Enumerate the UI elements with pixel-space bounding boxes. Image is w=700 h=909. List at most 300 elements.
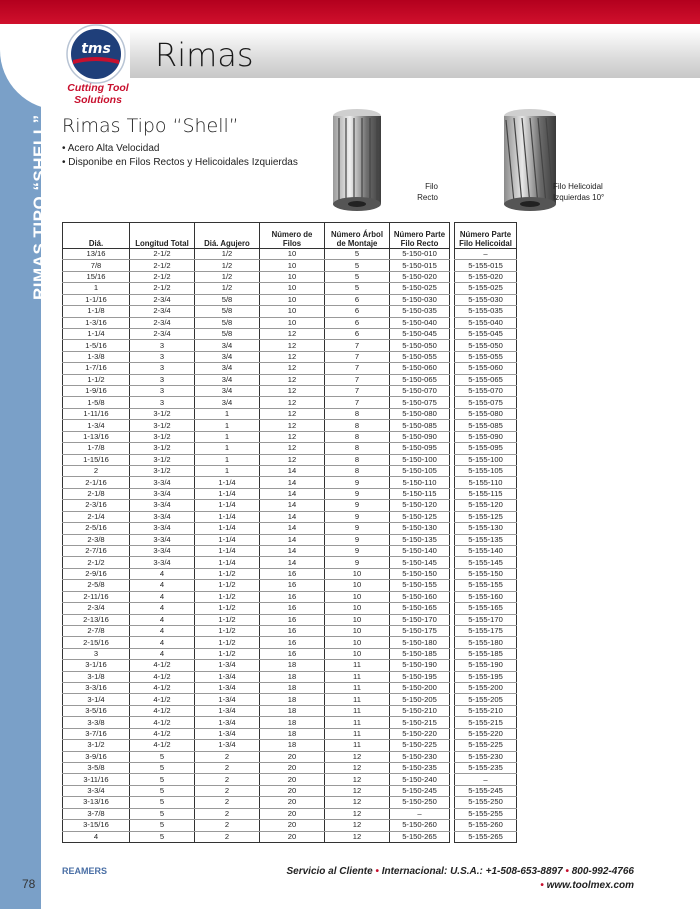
table-cell: 1 [63,283,130,294]
table-cell: 16 [260,568,325,579]
table-cell: 2 [195,751,260,762]
table-cell: 20 [260,774,325,785]
table-cell: 20 [260,831,325,842]
table-cell: 2-3/16 [63,500,130,511]
table-cell: 3/4 [195,340,260,351]
table-cell: 3 [130,386,195,397]
table-cell: 5-150-040 [390,317,450,328]
helical-flute-reamer-image [500,108,560,212]
table-cell: 11 [325,740,390,751]
table-cell: 14 [260,477,325,488]
logo-caption: Cutting Tool Solutions [67,82,129,106]
table-cell: 6 [325,328,390,339]
table-cell: 3-1/2 [130,443,195,454]
table-cell: 3-15/16 [63,820,130,831]
table-cell: 2 [195,820,260,831]
table-cell: 12 [325,762,390,773]
table-row [63,260,517,271]
table-cell: 7 [325,397,390,408]
table-cell: 5-155-260 [455,820,517,831]
table-cell: 5-150-215 [390,717,450,728]
table-cell: 5-155-050 [455,340,517,351]
table-cell: 5-155-220 [455,728,517,739]
table-cell: 3-3/4 [130,545,195,556]
table-cell: 5-150-235 [390,762,450,773]
table-cell: 2 [195,808,260,819]
table-cell: 11 [325,694,390,705]
table-cell: – [390,808,450,819]
table-cell: 9 [325,500,390,511]
table-cell: 2-3/4 [130,328,195,339]
table-cell: 2-11/16 [63,591,130,602]
table-cell: 2-1/2 [130,283,195,294]
table-cell: 4-1/2 [130,740,195,751]
table-cell: 5-150-075 [390,397,450,408]
table-cell: 3-3/4 [130,557,195,568]
table-cell: 2 [195,831,260,842]
table-cell: 5 [130,762,195,773]
table-cell: 5-155-110 [455,477,517,488]
table-cell: – [455,774,517,785]
table-cell: 11 [325,660,390,671]
table-cell: 5-155-070 [455,386,517,397]
table-cell: 12 [325,820,390,831]
table-cell: 5-150-260 [390,820,450,831]
table-cell: 10 [325,625,390,636]
table-cell: 1 [195,443,260,454]
table-cell: 1-1/2 [195,637,260,648]
table-cell: 18 [260,694,325,705]
table-cell: 2-3/8 [63,534,130,545]
table-cell: 7 [325,340,390,351]
table-cell: 5 [130,797,195,808]
table-cell: 16 [260,625,325,636]
table-cell: 1 [195,466,260,477]
table-cell: 2-15/16 [63,637,130,648]
table-cell: 5-150-140 [390,545,450,556]
table-cell: 9 [325,477,390,488]
table-row [63,294,517,305]
table-cell: 3-1/4 [63,694,130,705]
table-row [63,397,517,408]
table-cell: 1-1/4 [195,557,260,568]
table-cell: 1-3/4 [195,694,260,705]
table-cell: 5-155-205 [455,694,517,705]
table-cell: 18 [260,740,325,751]
table-cell: 1 [195,420,260,431]
table-cell: 1-1/4 [195,534,260,545]
website-link[interactable]: www.toolmex.com [546,880,634,891]
table-cell: 1/2 [195,271,260,282]
table-cell: 13/16 [63,249,130,260]
table-cell: 5-155-140 [455,545,517,556]
feature-item: • Disponibe en Filos Rectos y Helicoidales Izquierdas [62,157,298,168]
table-cell: 4-1/2 [130,671,195,682]
page-title: Rimas [155,36,254,74]
table-row [63,466,517,477]
table-row [63,694,517,705]
table-cell: 5/8 [195,294,260,305]
table-cell: 5-155-040 [455,317,517,328]
table-cell: 10 [325,637,390,648]
table-row [63,249,517,260]
table-cell: 5-155-065 [455,374,517,385]
table-cell: 5-155-250 [455,797,517,808]
table-cell: 2-1/2 [130,249,195,260]
table-cell: 12 [260,386,325,397]
table-cell: 2-3/4 [130,294,195,305]
table-cell: 1-1/16 [63,294,130,305]
straight-flute-caption: Filo Recto [417,182,438,202]
table-cell: 5-155-080 [455,408,517,419]
table-cell: 2 [195,785,260,796]
table-cell: 5-150-150 [390,568,450,579]
table-cell: 5-150-010 [390,249,450,260]
table-cell: 5-155-045 [455,328,517,339]
table-row [63,431,517,442]
table-cell: 1-3/16 [63,317,130,328]
table-cell: 12 [325,774,390,785]
table-row [63,523,517,534]
table-cell: 3/4 [195,397,260,408]
table-cell: 2-9/16 [63,568,130,579]
table-cell: 5 [325,271,390,282]
table-cell: 10 [325,568,390,579]
table-cell: 5-150-160 [390,591,450,602]
table-cell: 3-7/16 [63,728,130,739]
table-cell: 6 [325,306,390,317]
col-header-hole-diameter: Diá. Agujero [195,223,260,249]
table-cell: 3-3/4 [130,500,195,511]
table-cell: 5-150-105 [390,466,450,477]
table-cell: 10 [325,603,390,614]
table-cell: 1-1/4 [195,477,260,488]
table-cell: 2-13/16 [63,614,130,625]
table-row [63,762,517,773]
table-row [63,283,517,294]
table-cell: 3-11/16 [63,774,130,785]
table-row [63,603,517,614]
table-cell: 1-1/2 [195,648,260,659]
table-cell: 5-150-195 [390,671,450,682]
table-cell: 5-150-245 [390,785,450,796]
table-cell: 1-1/2 [195,591,260,602]
table-row [63,580,517,591]
table-cell: 5 [130,808,195,819]
table-cell: 14 [260,500,325,511]
table-cell: 5-155-055 [455,351,517,362]
table-row [63,317,517,328]
table-cell: 1-1/2 [63,374,130,385]
table-cell: 5-155-230 [455,751,517,762]
table-cell: 9 [325,545,390,556]
table-cell: 5 [130,751,195,762]
table-cell: 18 [260,671,325,682]
table-cell: 5 [325,249,390,260]
table-cell: 3-1/2 [130,466,195,477]
table-row [63,648,517,659]
table-cell: 3-7/8 [63,808,130,819]
table-row [63,328,517,339]
table-cell: 5-155-235 [455,762,517,773]
table-cell: 5-155-245 [455,785,517,796]
table-cell: 15/16 [63,271,130,282]
table-cell: 5-150-205 [390,694,450,705]
table-cell: 3-3/4 [63,785,130,796]
table-cell: 5-150-070 [390,386,450,397]
table-cell: 4-1/2 [130,694,195,705]
table-row [63,340,517,351]
table-cell: 3-1/2 [130,454,195,465]
table-cell: 5-155-185 [455,648,517,659]
table-cell: 14 [260,488,325,499]
table-row [63,660,517,671]
table-cell: 5 [130,785,195,796]
table-cell: 5-155-125 [455,511,517,522]
table-cell: 1-1/8 [63,306,130,317]
straight-flute-reamer-image [330,108,385,212]
table-cell: 5/8 [195,328,260,339]
table-cell: 12 [260,431,325,442]
table-cell: 5-150-190 [390,660,450,671]
table-cell: 5-150-240 [390,774,450,785]
table-cell: 14 [260,511,325,522]
table-cell: 3 [130,351,195,362]
table-cell: 4 [130,603,195,614]
table-cell: 5-155-175 [455,625,517,636]
table-cell: 8 [325,443,390,454]
table-cell: 5-155-195 [455,671,517,682]
table-cell: 10 [260,317,325,328]
table-cell: 12 [325,808,390,819]
table-cell: 18 [260,717,325,728]
table-row [63,774,517,785]
table-cell: 1-3/4 [195,671,260,682]
table-cell: 5-155-035 [455,306,517,317]
table-cell: 5-150-120 [390,500,450,511]
table-cell: 12 [260,443,325,454]
footer-section-label: REAMERS [62,866,108,876]
table-cell: 10 [260,249,325,260]
table-cell: 10 [260,260,325,271]
table-row [63,683,517,694]
table-cell: 1-13/16 [63,431,130,442]
table-cell: 2-3/4 [130,306,195,317]
table-cell: 5 [325,283,390,294]
table-cell: 4 [130,580,195,591]
table-cell: 3-3/8 [63,717,130,728]
table-cell: 12 [325,797,390,808]
svg-text:tms: tms [81,41,111,57]
table-cell: 2-3/4 [130,317,195,328]
table-cell: 4 [130,591,195,602]
table-cell: 3-3/4 [130,488,195,499]
table-cell: 3-3/4 [130,511,195,522]
table-row [63,625,517,636]
table-cell: 3-1/2 [130,431,195,442]
table-cell: 9 [325,511,390,522]
footer-contact: Servicio al Cliente • Internacional: U.S.A.: +1-508-653-8897 • 800-992-4766 • www.toolmex.com [286,866,634,891]
table-cell: 1-1/2 [195,580,260,591]
table-cell: 5-150-180 [390,637,450,648]
table-cell: 5-155-090 [455,431,517,442]
table-cell: 5-150-020 [390,271,450,282]
table-cell: 5-150-045 [390,328,450,339]
table-cell: 2 [195,774,260,785]
table-cell: 16 [260,637,325,648]
table-cell: 1-3/4 [63,420,130,431]
table-cell: 3 [130,363,195,374]
table-cell: 5-150-220 [390,728,450,739]
table-cell: 5-150-210 [390,705,450,716]
table-cell: 7/8 [63,260,130,271]
table-cell: 5-150-200 [390,683,450,694]
col-header-length: Longitud Total [130,223,195,249]
table-cell: 1-1/4 [195,523,260,534]
table-row [63,488,517,499]
table-cell: 5-150-225 [390,740,450,751]
table-cell: 5-155-165 [455,603,517,614]
table-cell: 5-155-225 [455,740,517,751]
table-cell: 4 [63,831,130,842]
table-cell: 2 [63,466,130,477]
table-cell: 4 [130,648,195,659]
table-cell: 11 [325,683,390,694]
table-cell: 1-3/4 [195,717,260,728]
table-cell: 5-155-105 [455,466,517,477]
table-cell: – [455,249,517,260]
table-cell: 10 [325,580,390,591]
table-cell: 4-1/2 [130,660,195,671]
table-cell: 8 [325,408,390,419]
table-cell: 12 [260,374,325,385]
table-cell: 12 [260,408,325,419]
table-row [63,591,517,602]
table-cell: 3 [130,374,195,385]
table-cell: 5-150-145 [390,557,450,568]
table-cell: 12 [260,420,325,431]
table-row [63,637,517,648]
table-cell: 3-3/4 [130,477,195,488]
table-cell: 20 [260,797,325,808]
table-cell: 5-150-035 [390,306,450,317]
header-red-stripe [0,0,700,24]
table-cell: 7 [325,363,390,374]
table-cell: 7 [325,351,390,362]
table-cell: 3-1/2 [130,408,195,419]
table-cell: 11 [325,717,390,728]
table-cell: 5-150-155 [390,580,450,591]
table-cell: 1-3/4 [195,728,260,739]
table-row [63,614,517,625]
table-row [63,831,517,842]
table-cell: 5/8 [195,306,260,317]
table-cell: 5 [130,831,195,842]
table-row [63,751,517,762]
table-cell: 5-150-095 [390,443,450,454]
table-cell: 4 [130,637,195,648]
table-cell: 12 [260,397,325,408]
table-cell: 11 [325,728,390,739]
table-cell: 5-155-190 [455,660,517,671]
table-cell: 1-3/4 [195,740,260,751]
table-header-row [63,223,517,249]
feature-list [62,142,298,170]
table-cell: 5-155-095 [455,443,517,454]
table-row [63,351,517,362]
table-cell: 8 [325,466,390,477]
table-cell: 2 [195,797,260,808]
table-cell: 3 [63,648,130,659]
table-row [63,740,517,751]
table-cell: 3-5/16 [63,705,130,716]
table-cell: 3-9/16 [63,751,130,762]
table-cell: 5-155-215 [455,717,517,728]
table-cell: 4 [130,625,195,636]
table-cell: 10 [260,283,325,294]
table-cell: 1/2 [195,260,260,271]
table-row [63,728,517,739]
table-cell: 4-1/2 [130,705,195,716]
table-cell: 5-155-120 [455,500,517,511]
table-cell: 1-1/2 [195,614,260,625]
table-cell: 5-150-265 [390,831,450,842]
table-row [63,785,517,796]
table-cell: 6 [325,317,390,328]
table-cell: 5-150-170 [390,614,450,625]
table-cell: 3-1/2 [130,420,195,431]
table-row [63,500,517,511]
table-cell: 1-3/4 [195,683,260,694]
table-cell: 1 [195,431,260,442]
table-cell: 18 [260,660,325,671]
table-cell: 7 [325,386,390,397]
table-cell: 16 [260,591,325,602]
table-cell: 4 [130,614,195,625]
table-cell: 1-3/8 [63,351,130,362]
table-cell: 2-1/2 [130,260,195,271]
reamer-spec-table [62,222,517,843]
table-cell: 3/4 [195,386,260,397]
table-cell: 5-150-185 [390,648,450,659]
table-cell: 5-150-065 [390,374,450,385]
table-cell: 5-155-180 [455,637,517,648]
table-cell: 7 [325,374,390,385]
table-row [63,306,517,317]
helical-flute-caption: Filo Helicoidal Izquierdas 10° [553,182,605,202]
table-cell: 16 [260,580,325,591]
table-cell: 5-155-060 [455,363,517,374]
table-cell: 3-1/16 [63,660,130,671]
table-cell: 5-150-030 [390,294,450,305]
table-row [63,717,517,728]
table-cell: 2-5/8 [63,580,130,591]
table-cell: 1-1/4 [195,488,260,499]
table-cell: 3/4 [195,374,260,385]
table-cell: 1-1/2 [195,603,260,614]
table-cell: 18 [260,728,325,739]
table-cell: 12 [260,454,325,465]
table-row [63,705,517,716]
table-cell: 5-155-030 [455,294,517,305]
table-cell: 14 [260,534,325,545]
table-cell: 12 [325,751,390,762]
table-cell: 12 [260,340,325,351]
table-cell: 2-3/4 [63,603,130,614]
table-cell: 8 [325,454,390,465]
table-cell: 1-7/8 [63,443,130,454]
table-cell: 1-1/4 [195,500,260,511]
